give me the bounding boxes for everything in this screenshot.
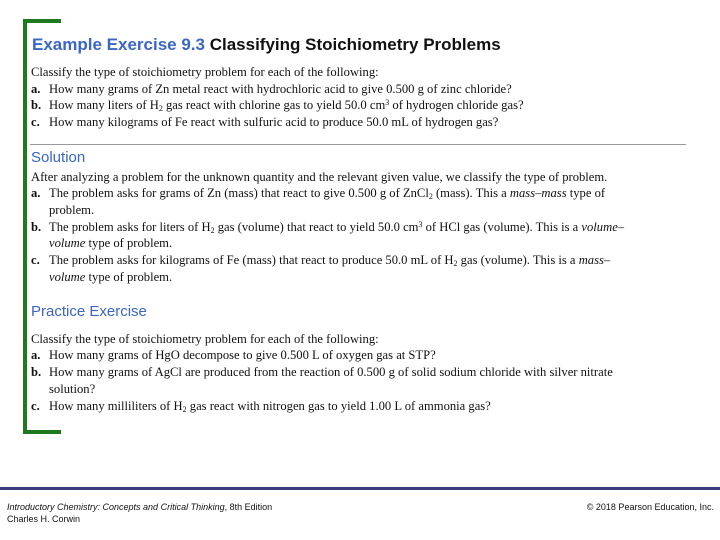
- divider: [30, 144, 686, 145]
- practice-heading: Practice Exercise: [31, 303, 147, 320]
- solution-intro: After analyzing a problem for the unknown quantity and the relevant given value, we classify the type of problem.: [31, 170, 608, 184]
- practice-item-a: a. How many grams of HgO decompose to give 0.500 L of oxygen gas at STP?: [31, 348, 436, 362]
- bracket-top: [23, 19, 61, 23]
- solution-item-a: a. The problem asks for grams of Zn (mass) that react to give 0.500 g of ZnCl$_2$ (mass). This a mass–mass type of: [31, 186, 606, 201]
- footer-rule: [0, 487, 720, 490]
- solution-item-b: b. The problem asks for liters of $H_2$ gas (volume) that react to yield 50.0 $cm^3$ of HCl gas (volume). This is a volume–: [31, 220, 625, 235]
- practice-item-b: b. How many grams of AgCl are produced from the reaction of 0.500 g of solid sodium chloride with silver nitrate: [31, 365, 613, 379]
- exercise-item-b: b. How many liters of $H_2$ gas react with chlorine gas to yield 50.0 $cm^3$ of hydrogen chloride gas?: [31, 98, 524, 113]
- practice-item-c: c. How many milliliters of $H_2$ gas react with nitrogen gas to yield 1.00 L of ammonia gas?: [31, 399, 491, 414]
- solution-item-b-cont: volume type of problem.: [49, 236, 173, 250]
- footer-book: Introductory Chemistry: Concepts and Critical Thinking, 8th Edition: [7, 502, 273, 512]
- practice-item-b-cont: solution?: [49, 382, 96, 396]
- bracket-bottom: [23, 430, 61, 434]
- solution-item-a-cont: problem.: [49, 203, 95, 217]
- solution-item-c: c. The problem asks for kilograms of Fe (mass) that react to produce 50.0 mL of $H_2$ gas (volume). This is a mass–: [31, 253, 611, 268]
- exercise-item-c: c. How many kilograms of Fe react with sulfuric acid to produce 50.0 mL of hydrogen gas?: [31, 115, 499, 129]
- page-title: [32, 35, 501, 55]
- footer-author: Charles H. Corwin: [7, 514, 81, 524]
- title-prefix: Example Exercise 9.3: [32, 35, 205, 54]
- exercise-intro: Classify the type of stoichiometry problem for each of the following:: [31, 65, 379, 79]
- exercise-item-a: a. How many grams of Zn metal react with hydrochloric acid to give 0.500 g of zinc chloride?: [31, 82, 512, 96]
- practice-intro: Classify the type of stoichiometry problem for each of the following:: [31, 332, 379, 346]
- footer-copyright: © 2018 Pearson Education, Inc.: [586, 502, 714, 512]
- solution-item-c-cont: volume type of problem.: [49, 270, 173, 284]
- solution-heading: Solution: [31, 149, 86, 166]
- title-main: Classifying Stoichiometry Problems: [209, 35, 501, 54]
- bracket-vertical: [23, 19, 27, 434]
